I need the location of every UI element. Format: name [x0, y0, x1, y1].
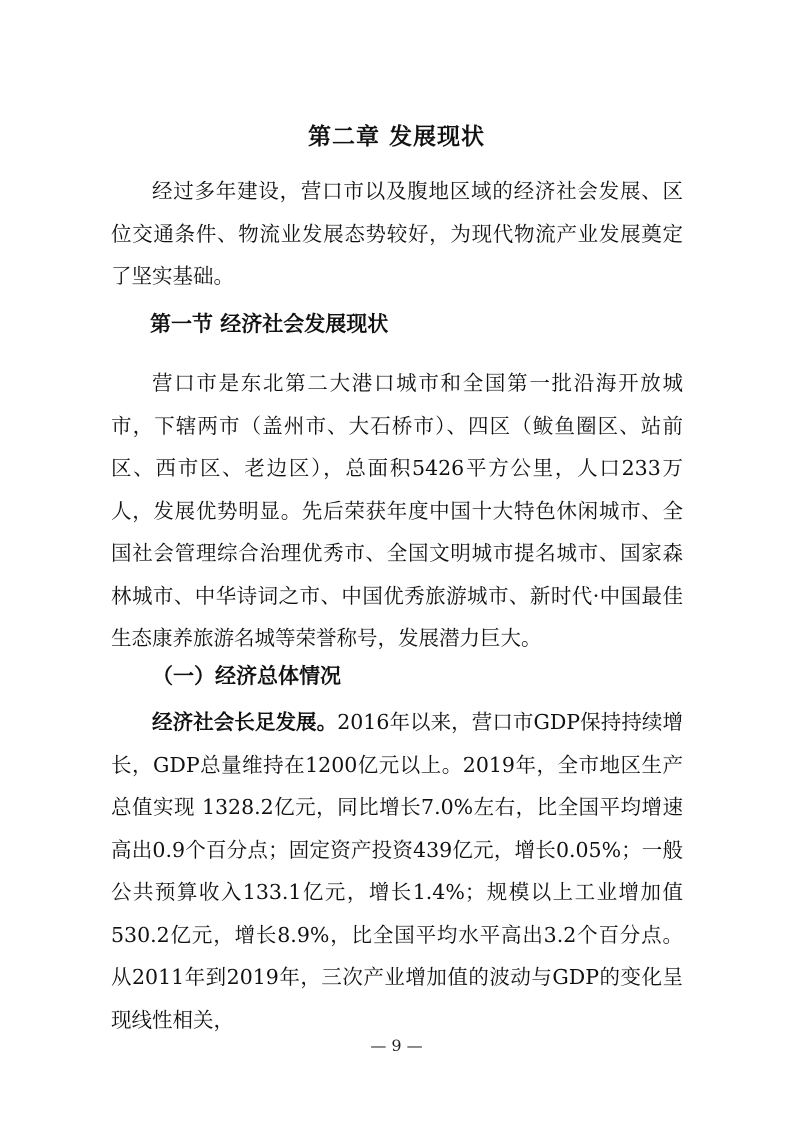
- economy-lead-phrase: 经济社会长足发展。: [152, 710, 338, 734]
- intro-paragraph: 经过多年建设，营口市以及腹地区域的经济社会发展、区位交通条件、物流业发展态势较好，为现代物流产业发展奠定了坚实基础。: [111, 179, 683, 288]
- subsection-title: （一）经济总体情况: [152, 663, 341, 688]
- page-number: — 9 —: [370, 1036, 423, 1055]
- section-title: 第一节 经济社会发展现状: [150, 311, 389, 336]
- economy-paragraph: [111, 701, 683, 1041]
- economy-paragraph-text: 2016年以来，营口市GDP保持持续增长，GDP总量维持在1200亿元以上。2019年，全市地区生产总值实现 1328.2亿元，同比增长7.0%左右，比全国平均增速高出0.9个百分点；固定资产投资439亿元，增长0.05%；一般公共预算收入133.1亿元，增长1.4%；规模以上工业增加值530.2亿元，增长8.9%，比全国平均水平高出3.2个百分点。从2011年到2019年，三次产业增加值的波动与GDP的变化呈现线性相关，: [111, 710, 683, 1032]
- chapter-title: 第二章 发展现状: [307, 123, 485, 150]
- city-overview-paragraph: 营口市是东北第二大港口城市和全国第一批沿海开放城市，下辖两市（盖州市、大石桥市）、四区（鲅鱼圈区、站前区、西市区、老边区），总面积5426平方公里，人口233万人，发展优势明显。先后荣获年度中国十大特色休闲城市、全国社会管理综合治理优秀市、全国文明城市提名城市、国家森林城市、中华诗词之市、中国优秀旅游城市、新时代·中国最佳生态康养旅游名城等荣誉称号，发展潜力巨大。: [111, 371, 683, 650]
